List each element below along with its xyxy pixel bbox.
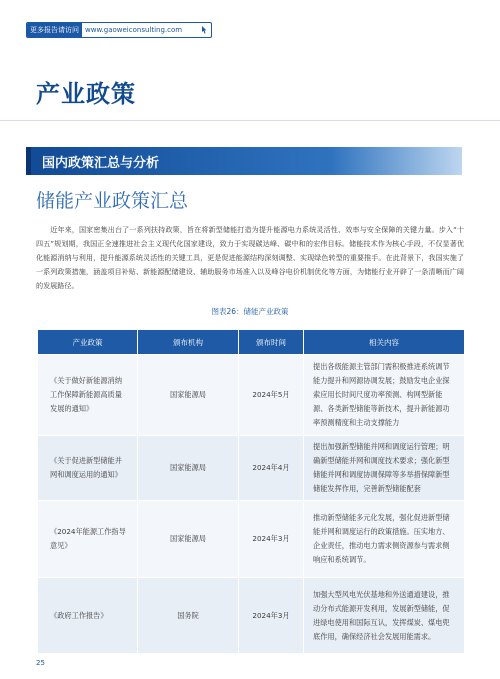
header-date: 颁布时间 [239, 330, 304, 355]
section-banner [26, 147, 462, 175]
policy-agency: 国家能源局 [138, 355, 239, 436]
policy-content: 提出加强新型储能并网和调度运行管理；明确新型储能并网和调度技术要求；强化新型储能并网和调度协调保障等多举措保障新型储能发挥作用，完善新型储能配套 [304, 436, 465, 501]
policy-name: 《关于促进新型储能并网和调度运用的通知》 [38, 436, 138, 501]
policy-content: 提出各级能源主管部门需积极推进系统调节能力提升和网源协调发展；鼓励发电企业探索应用长时间尺度功率预测、构网型新能源、各类新型储能等新技术，提升新能源功率预测精度和主动支撑能力 [304, 355, 465, 436]
policy-date: 2024年3月 [239, 578, 304, 654]
table-row [38, 355, 465, 436]
policy-date: 2024年4月 [239, 436, 304, 501]
table-row [38, 501, 465, 578]
table-row [38, 436, 465, 501]
header-content: 相关内容 [304, 330, 465, 355]
policy-table [37, 329, 465, 654]
subsection-title: 储能产业政策汇总 [36, 190, 189, 212]
page-number: 25 [36, 659, 45, 667]
header-agency: 颁布机构 [138, 330, 239, 355]
banner-url-link[interactable]: www.gaoweiconsulting.com [85, 26, 183, 34]
policy-name: 《关于做好新能源消纳工作保障新能源高质量发展的通知》 [38, 355, 138, 436]
section-accent-bar [26, 147, 31, 175]
policy-agency: 国务院 [138, 578, 239, 654]
section-title: 国内政策汇总与分析 [42, 156, 160, 171]
page-title: 产业政策 [36, 80, 136, 108]
body-paragraph: 近年来，国家密集出台了一系列扶持政策，旨在将新型储能打造为提升能源电力系统灵活性、效率与安全保障的关键力量。步入“十四五”规划期，我国正全速推进社会主义现代化国家建设，致力于实现碳达峰、碳中和的宏伟目标。储能技术作为核心手段，不仅显著优化能源消纳与利用，提升能源系统灵活性的关键工具，更是促进能源结构深刻调整、实现绿色转型的重要推手。在此背景下，我国实施了一系列政策措施，涵盖项目补贴、新能源配储建设、辅助服务市场准入以及峰谷电价机制优化等方面，为储能行业开辟了一条清晰而广阔的发展路径。 [36, 225, 464, 290]
title-divider [0, 120, 500, 121]
policy-content: 加强大型风电光伏基地和外送通道建设，推动分布式能源开发利用，发展新型储能，促进绿电使用和国际互认，发挥煤炭、煤电兜底作用，确保经济社会发展用能需求。 [304, 578, 465, 654]
policy-name: 《2024年能源工作指导意见》 [38, 501, 138, 578]
policy-name: 《政府工作报告》 [38, 578, 138, 654]
figure-caption: 图表26：储能产业政策 [211, 307, 289, 316]
banner-label: 更多报告请访问 [27, 23, 82, 37]
table-row [38, 578, 465, 654]
website-banner[interactable] [26, 22, 212, 38]
policy-date: 2024年5月 [239, 355, 304, 436]
table-header-row [38, 330, 465, 355]
policy-date: 2024年3月 [239, 501, 304, 578]
policy-agency: 国家能源局 [138, 501, 239, 578]
policy-agency: 国家能源局 [138, 436, 239, 501]
policy-content: 推动新型储能多元化发展，强化促进新型储能并网和调度运行的政策措施。压实地方、企业责任，推动电力需求侧资源参与需求侧响应和系统调节。 [304, 501, 465, 578]
pointer-hand-icon [199, 25, 209, 35]
header-policy: 产业政策 [38, 330, 138, 355]
